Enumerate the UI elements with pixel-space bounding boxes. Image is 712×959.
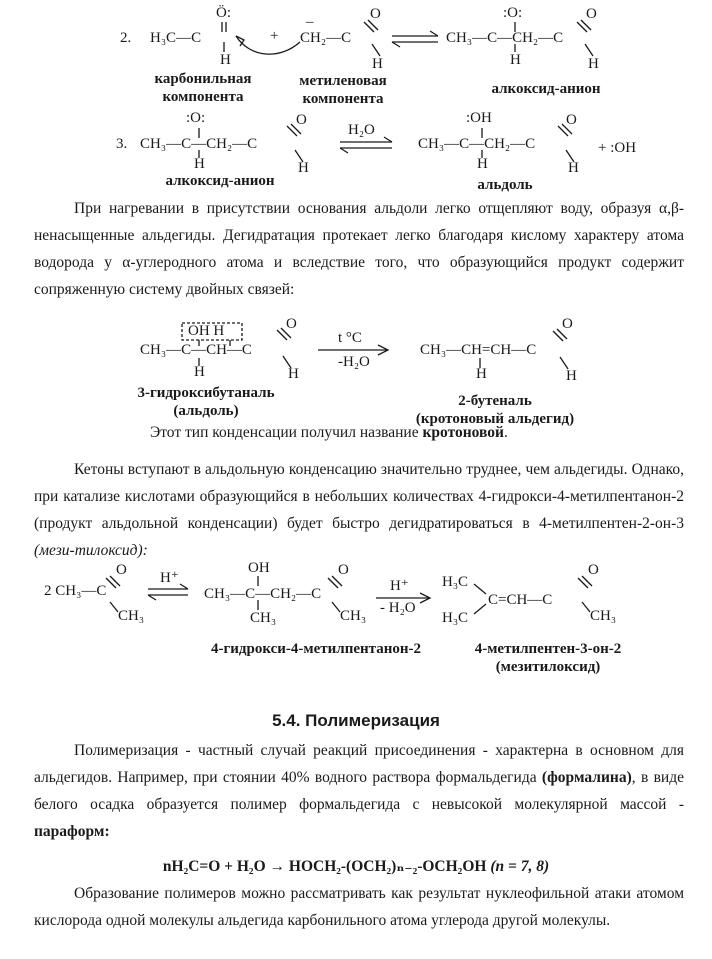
crotonic-caption	[150, 424, 508, 442]
caption-end: .	[503, 424, 508, 441]
oxygen-label: O	[586, 6, 597, 22]
hydrogen-label: H	[477, 156, 488, 172]
oxygen-label: :O:	[503, 5, 523, 21]
paragraph-text: При нагревании в присутствии основания альдоли легко отщепляют воду, образуя α,β-ненасыщенные альдегиды. Дегидратация протекает легко благодаря кислому характеру атома водорода у α-углеродного атома и вследствие того, что образующийся продукт содержит сопряженную систему двойных связей:	[34, 200, 684, 298]
condition-label: t °C	[338, 330, 362, 346]
paragraph-text: Образование полимеров можно рассматривать как результат нуклеофильной атаки атомом кислорода одной молекулы альдегида карбонильного атома углерода другой молекулы.	[34, 885, 684, 929]
hydrogen-label: H	[194, 364, 205, 380]
oxygen-label: O	[588, 562, 599, 578]
section-heading: 5.4. Полимеризация	[272, 711, 440, 730]
methyl-label: CH₃	[340, 608, 367, 624]
formula-reactants: nH₂C=O + H₂O	[162, 858, 266, 875]
oxygen-label: O	[370, 6, 381, 22]
label-line: 3-гидроксибутаналь	[137, 385, 275, 401]
caption-bold-term: кротоновой	[422, 424, 504, 441]
compound-label	[448, 640, 648, 676]
catalyst-label: H⁺	[160, 570, 179, 586]
formalin-term: (формалина)	[541, 769, 632, 786]
oxygen-label: O	[562, 316, 573, 332]
reaction-number: 2.	[120, 30, 132, 46]
compound-label	[400, 392, 590, 428]
compound-label	[138, 70, 268, 106]
paragraph	[34, 880, 684, 934]
product-formula: CH₃—C—CH₂—C	[446, 30, 564, 46]
formula-product: HOCH₂-(OCH₂)ₙ₋₂-OCH₂OH	[288, 858, 487, 875]
product-formula: C=CH—C	[488, 592, 553, 608]
hydrogen-label: H	[566, 368, 577, 384]
label-line: компонента	[302, 91, 384, 107]
oxygen-label: O	[116, 562, 127, 578]
hydrogen-label: H	[298, 160, 309, 176]
oxygen-label: O	[566, 112, 577, 128]
methyl-label: CH₃	[118, 608, 145, 624]
label-line: 2-бутеналь	[458, 393, 532, 409]
compound-label	[126, 384, 286, 420]
label-line: компонента	[162, 89, 244, 105]
reactant-formula: H₃C—C	[150, 30, 202, 46]
compound-label: 4-гидрокси-4-метилпентанон-2	[210, 641, 421, 657]
compound-label: альдоль	[477, 177, 533, 193]
plus-sign: +	[270, 28, 279, 44]
paragraph-text	[34, 456, 684, 564]
paragraph	[34, 195, 684, 303]
paragraph-italic-term: (мези-тилоксид):	[34, 542, 148, 559]
hydrogen-label: H	[510, 52, 521, 68]
hydrogen-label: H	[476, 366, 487, 382]
formula-condition: (n = 7, 8)	[490, 858, 550, 875]
compound-label	[278, 72, 408, 108]
hydrogen-label: H	[568, 160, 579, 176]
product-formula: CH₃—C—CH₂—C	[418, 136, 536, 152]
hydroxyl-label: OH H	[188, 323, 225, 339]
hydrogen-label: H	[194, 156, 205, 172]
paraform-term: параформ:	[34, 823, 110, 840]
paragraph-text	[34, 737, 684, 845]
compound-label: алкоксид-анион	[165, 173, 275, 189]
polymerization-formula	[0, 856, 712, 876]
label-line: 4-метилпентен-3-он-2	[474, 641, 622, 657]
methyl-label: CH₃	[590, 608, 617, 624]
paragraph-main-text: , в виде белого осадка образуется полимер формальдегида с невысокой молекулярной массой -	[34, 769, 684, 813]
reactant-formula: 2 CH₃—C	[44, 583, 107, 599]
hydrogen-label: H	[220, 52, 231, 68]
byproduct-label: + :OH	[598, 140, 637, 156]
condition-label: -H₂O	[338, 354, 370, 370]
label-line: (альдоль)	[173, 403, 239, 419]
intermediate-formula: CH₃—C—CH₂—C	[204, 586, 322, 602]
methyl-label: H₃C	[442, 610, 469, 626]
paragraph	[34, 456, 684, 564]
formula-arrow: →	[269, 858, 286, 875]
methyl-label: CH₃	[250, 610, 277, 626]
product-formula: CH₃—CH=CH—C	[420, 342, 537, 358]
oxygen-label: O	[338, 562, 349, 578]
caption-text: Этот тип конденсации получил название	[150, 424, 423, 441]
oxygen-label: :O:	[186, 110, 206, 126]
reaction-number: 3.	[116, 136, 128, 152]
paragraph	[34, 737, 684, 845]
charge-sign: –	[306, 14, 314, 30]
label-line: (мезитилоксид)	[495, 659, 601, 675]
paragraph-main-text: Полимеризация - частный случай реакций присоединения - характерна в основном для альдегидов. Например, при стоянии 40% водного раствора формальдегида	[34, 742, 684, 786]
label-line: (кротоновый альдегид)	[415, 411, 575, 427]
catalyst-label: H⁺	[390, 578, 409, 594]
hydroxyl-label: OH	[248, 560, 270, 576]
label-line: метиленовая	[299, 73, 387, 89]
hydrogen-label: H	[372, 56, 383, 72]
hydroxyl-label: :OH	[466, 110, 492, 126]
reactant-formula: CH₂—C	[300, 30, 352, 46]
reactant-formula: CH₃—C—CH₂—C	[140, 136, 258, 152]
reactant-formula: CH₃—C—CH—C	[140, 342, 252, 358]
hydrogen-label: H	[588, 56, 599, 72]
reagent-label: H₂O	[348, 122, 375, 138]
paragraph-main-text: Кетоны вступают в альдольную конденсацию значительно труднее, чем альдегиды. Однако, при катализе кислотами образующийся в небольших количествах 4-гидрокси-4-метилпентанон-2 (продукт альдольной конденсации) будет быстро дегидратироваться в 4-метилпентен-2-он-3	[34, 461, 684, 532]
oxygen-label: Ö:	[216, 5, 231, 21]
hydrogen-label: H	[288, 366, 299, 382]
catalyst-label: - H₂O	[380, 600, 416, 616]
oxygen-label: O	[296, 112, 307, 128]
label-line: карбонильная	[154, 71, 252, 87]
methyl-label: H₃C	[442, 574, 469, 590]
compound-label: алкоксид-анион	[491, 81, 601, 97]
oxygen-label: O	[286, 316, 297, 332]
